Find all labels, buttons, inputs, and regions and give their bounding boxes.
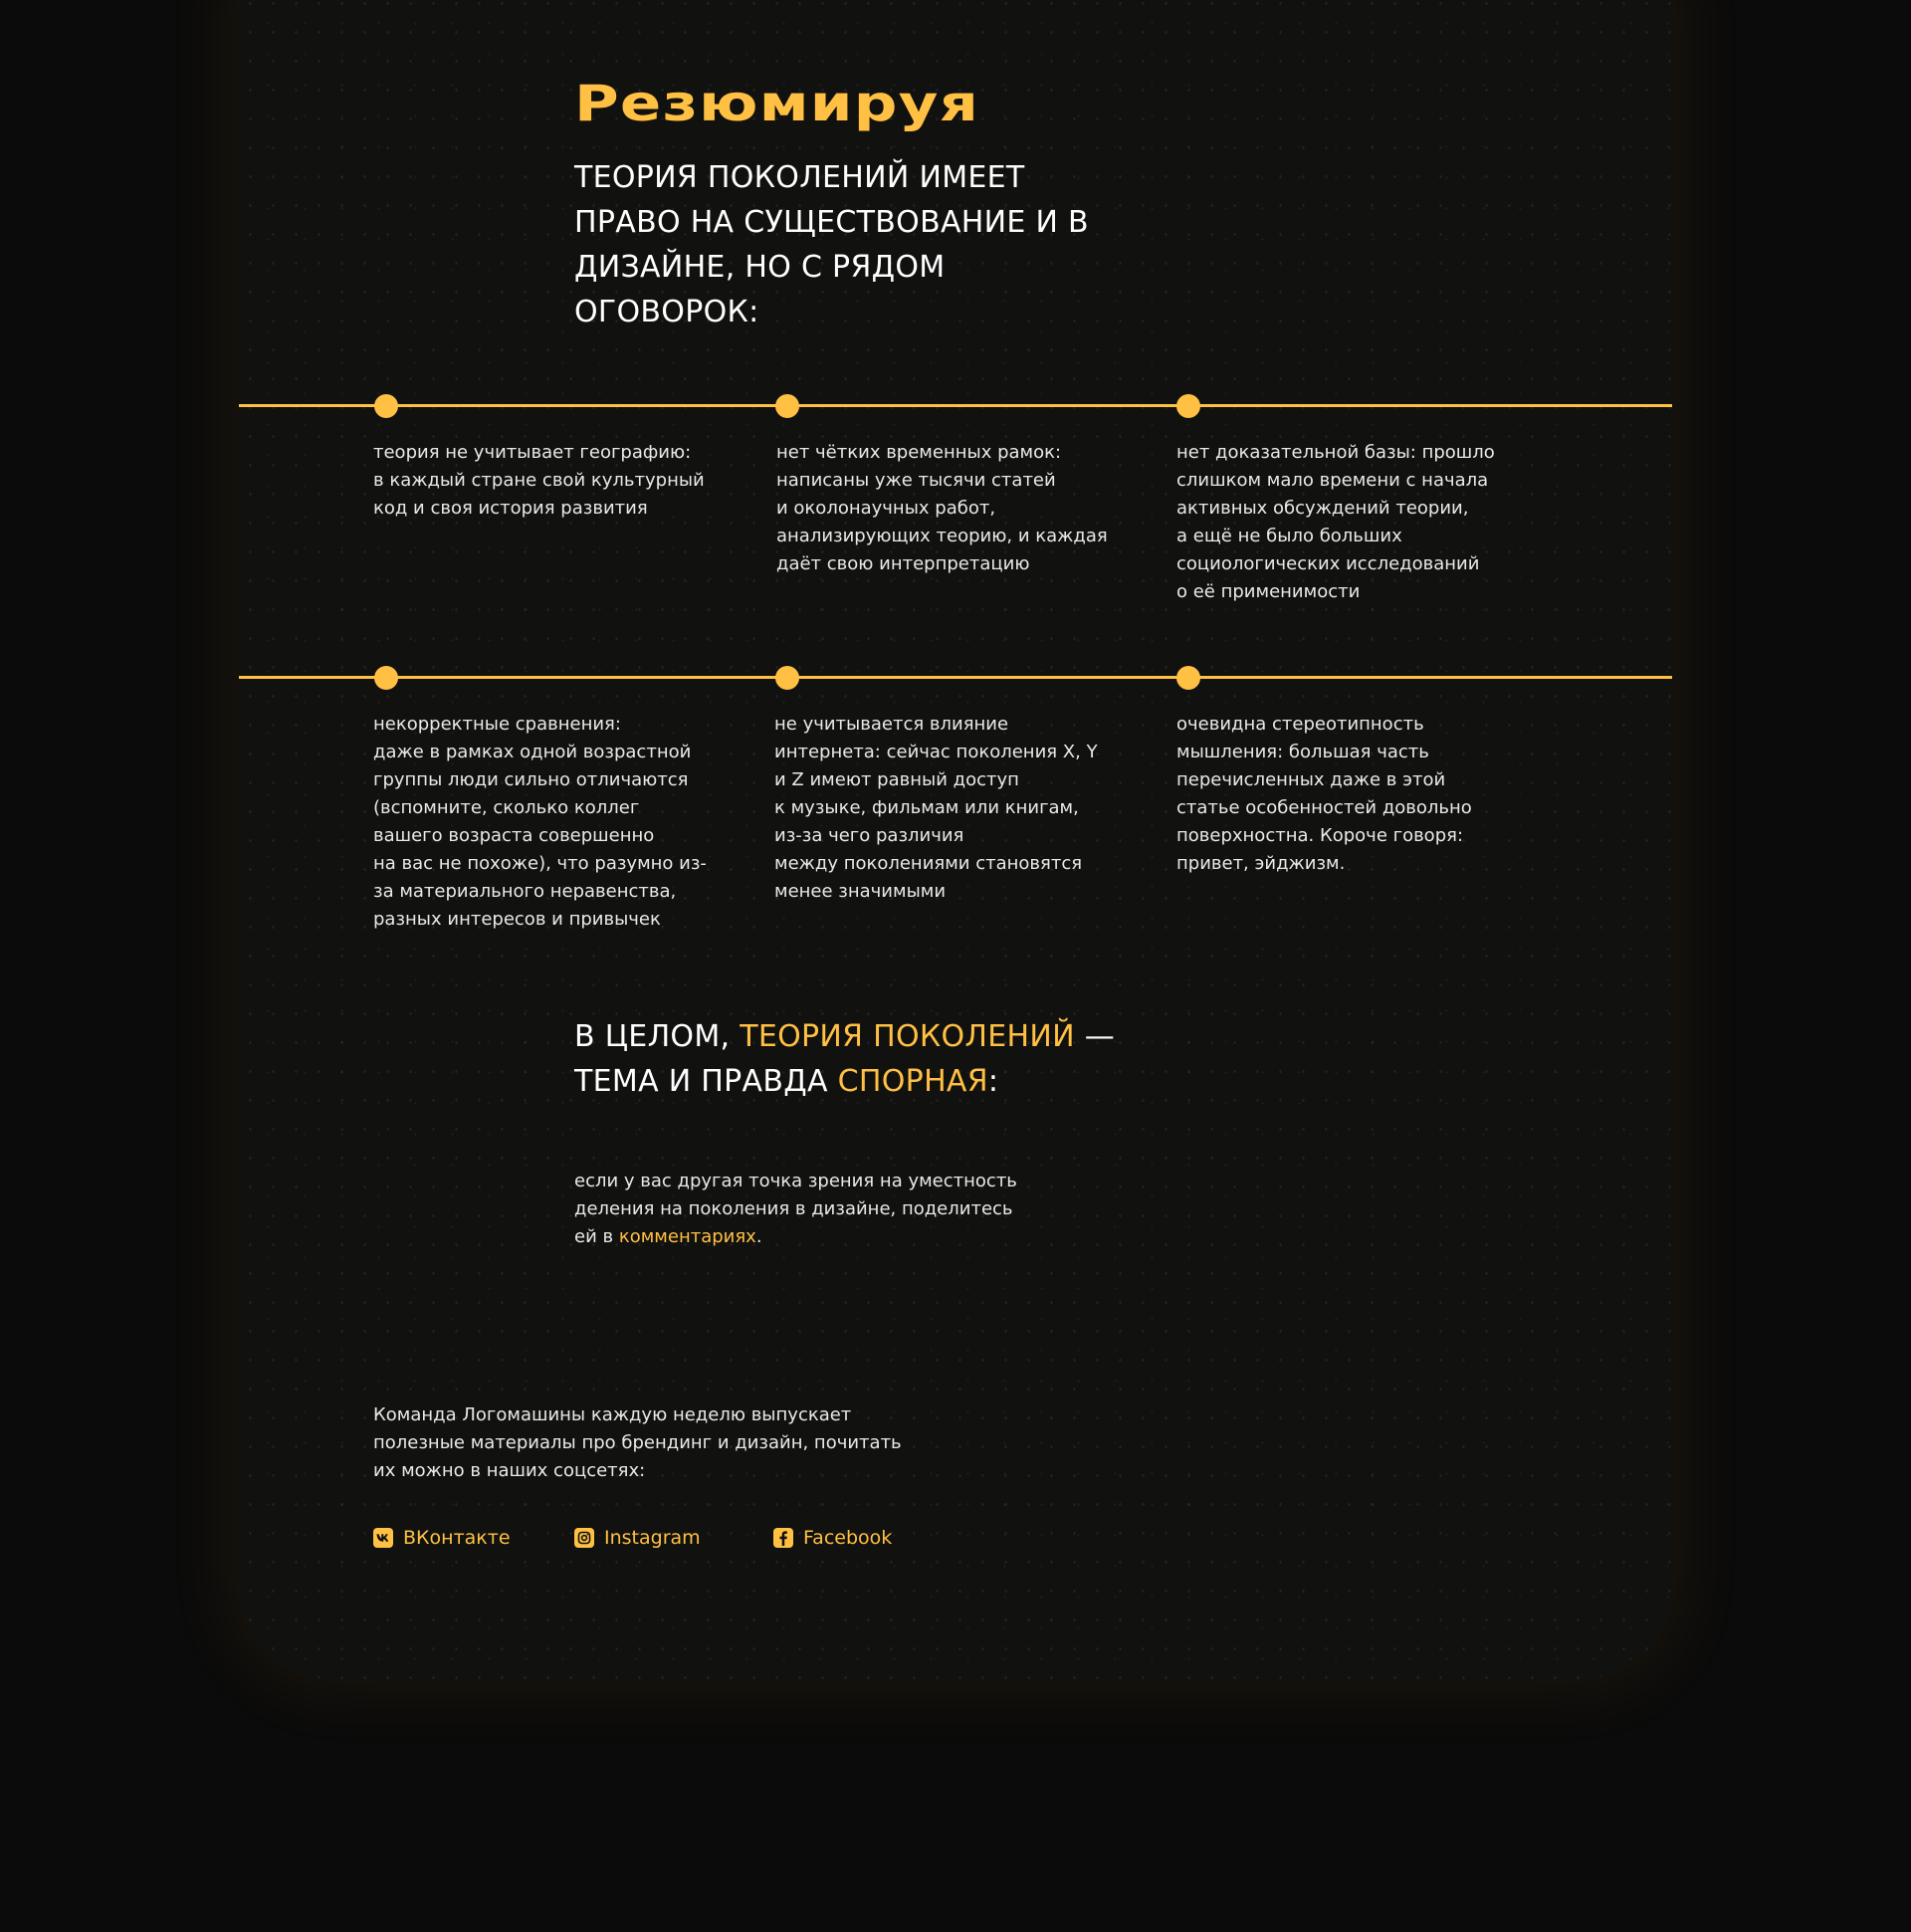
vk-icon bbox=[373, 1528, 393, 1548]
comment-invitation-end: . bbox=[755, 1226, 762, 1247]
conclusion-statement bbox=[574, 1014, 1171, 1104]
caveat-comparisons: некорректные сравнения: даже в рамках одной возрастной группы люди сильно отличаются (вспомните, сколько коллег вашего возраста совершенно на вас не похоже), что разумно из- за материального неравенства, разных интересов и привычек bbox=[373, 714, 707, 930]
timeline-line-2 bbox=[239, 676, 1672, 679]
timeline-dot bbox=[1176, 394, 1200, 418]
timeline-dot bbox=[374, 394, 398, 418]
caveat-evidence: нет доказательной базы: прошло слишком мало времени с начала активных обсуждений теории, а ещё не было больших социологических исследований о её применимости bbox=[1176, 442, 1495, 602]
caveat-geography: теория не учитывает географию: в каждый стране свой культурный код и своя история развития bbox=[373, 442, 705, 519]
timeline-line-1 bbox=[239, 404, 1672, 407]
timeline-dot bbox=[775, 394, 799, 418]
social-link-instagram[interactable] bbox=[574, 1523, 701, 1553]
social-link-label: Instagram bbox=[604, 1527, 701, 1549]
conclusion-accent: СПОРНАЯ bbox=[837, 1064, 988, 1099]
comment-invitation-text: если у вас другая точка зрения на уместность деления на поколения в дизайне, поделитесь ей в bbox=[574, 1171, 1017, 1247]
caveat-internet: не учитывается влияние интернета: сейчас поколения X, Y и Z имеют равный доступ к музыке, фильмам или книгам, из-за чего различия между поколениями становятся менее значимыми bbox=[774, 714, 1098, 902]
timeline-dot bbox=[775, 666, 799, 690]
social-link-label: Facebook bbox=[803, 1527, 893, 1549]
social-link-label: ВКонтакте bbox=[403, 1527, 511, 1549]
conclusion-part: — ТЕМА И ПРАВДА bbox=[574, 1019, 1115, 1099]
caveat-timeframe: нет чётких временных рамок: написаны уже тысячи статей и околонаучных работ, анализирующих теорию, и каждая даёт свою интерпретацию bbox=[776, 442, 1108, 574]
social-link-vk[interactable] bbox=[373, 1523, 511, 1553]
comments-link[interactable]: комментариях bbox=[618, 1226, 756, 1247]
intro-statement: ТЕОРИЯ ПОКОЛЕНИЙ ИМЕЕТ ПРАВО НА СУЩЕСТВОВАНИЕ И В ДИЗАЙНЕ, НО С РЯДОМ ОГОВОРОК: bbox=[574, 160, 1089, 329]
footer-description: Команда Логомашины каждую неделю выпускает полезные материалы про брендинг и дизайн, почитать их можно в наших соцсетях: bbox=[373, 1404, 902, 1481]
timeline-dot bbox=[374, 666, 398, 690]
conclusion-part: : bbox=[987, 1064, 999, 1099]
comment-invitation bbox=[574, 1168, 1092, 1251]
caveat-stereotypes: очевидна стереотипность мышления: большая часть перечисленных даже в этой статье особенностей довольно поверхностна. Короче говоря: привет, эйджизм. bbox=[1176, 714, 1472, 874]
conclusion-accent: ТЕОРИЯ ПОКОЛЕНИЙ bbox=[740, 1019, 1075, 1054]
timeline-dot bbox=[1176, 666, 1200, 690]
section-title: Резюмируя bbox=[574, 75, 980, 132]
instagram-icon bbox=[574, 1528, 594, 1548]
social-link-facebook[interactable] bbox=[773, 1523, 892, 1553]
facebook-icon bbox=[773, 1528, 793, 1548]
conclusion-part: В ЦЕЛОМ, bbox=[574, 1019, 741, 1054]
